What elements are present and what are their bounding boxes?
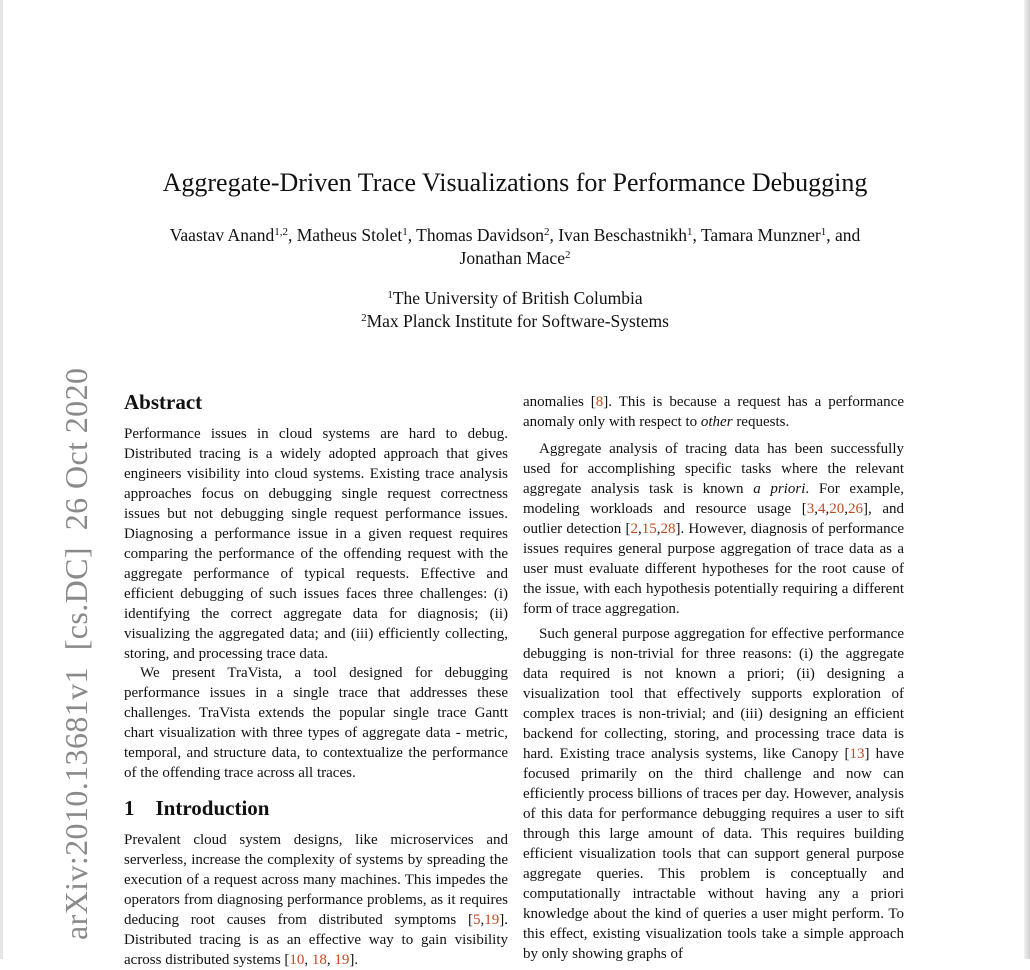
abstract-heading: Abstract xyxy=(124,390,203,414)
author-name: Thomas Davidson xyxy=(416,225,544,245)
author-name: Ivan Beschastnikh xyxy=(558,225,688,245)
author-conjunction: and xyxy=(834,225,861,245)
citation-link[interactable]: 26 xyxy=(848,501,863,517)
affiliation-marker: 1,2 xyxy=(274,226,288,238)
section-title: Introduction xyxy=(155,796,270,820)
paper-title: Aggregate-Driven Trace Visualizations for Performance Debugging xyxy=(162,168,868,197)
citation-link[interactable]: 18 xyxy=(311,952,327,968)
right-paragraph-2: Aggregate analysis of tracing data has been successfully used for accomplishing specific tasks where the relevant aggregate analysis task is known a priori. For example, modeling workloads and resource usage [3,4,20,26], and outlier detection [2,15,28]. However, diagnosis of performance issues requires general purpose aggregation of trace data as a user must evaluate different hypotheses for the root cause of the issue, with each hypothesis potentially requiring a different form of trace aggregation. xyxy=(523,441,904,617)
emphasis: other xyxy=(700,414,733,430)
author-name: Matheus Stolet xyxy=(296,225,403,245)
page-edge-left xyxy=(0,0,3,959)
author-name: Tamara Munzner xyxy=(700,225,821,245)
citation-link[interactable]: 19 xyxy=(484,912,500,928)
citation-link[interactable]: 19 xyxy=(334,952,350,968)
author-name: Jonathan Mace xyxy=(459,248,565,268)
citation-link[interactable]: 8 xyxy=(595,394,604,410)
affiliation-marker: 1 xyxy=(387,289,393,301)
citation-link[interactable]: 15 xyxy=(641,521,657,537)
affiliation-marker: 1 xyxy=(820,226,827,238)
citation-link[interactable]: 28 xyxy=(660,521,676,537)
page-edge-right xyxy=(1024,0,1030,959)
author-list: Vaastav Anand$^{1,2}$, Matheus Stolet$^1$, Thomas Davidson$^2$, Ivan Beschastnikh$^1$, Tamara Munzner$^1$, and Jonathan Mace$^2$ xyxy=(169,225,861,268)
affiliation-marker: 1 xyxy=(687,226,693,238)
right-paragraph-3: Such general purpose aggregation for effective performance debugging is non-trivial for three reasons: (i) the aggregate data required is not known a priori; (ii) designing a visualization tool that effectively supports exploration of complex traces is non-trivial; and (iii) designing an efficient backend for collecting, storing, and processing trace data is hard. Existing trace analysis systems, like Canopy [13] have focused primarily on the third challenge and now can efficiently process billions of traces per day. However, analysis of this data for performance debugging requires a user to sift through this large amount of data. This requires building efficient visualization tools that can support general purpose aggregate queries. This problem is conceptually and computationally intractable without having any a priori knowledge about the kind of queries a user might perform. To this effect, existing visualization tools take a simple approach by only showing graphs of xyxy=(523,626,905,962)
section-heading-introduction xyxy=(124,796,269,821)
affiliation-list xyxy=(0,287,1030,333)
citation-link[interactable]: 5 xyxy=(473,912,481,928)
section-number: 1 xyxy=(124,796,135,820)
affiliation-1: $^1$The University of British Columbia xyxy=(387,288,643,308)
abstract-paragraph-2: We present TraVista, a tool designed for debugging performance issues in a single trace that addresses these challenges. TraVista extends the popular single trace Gantt chart visualization with three types of aggregate data - metric, temporal, and structure data, to contextualize the performance of the offending trace across all traces. xyxy=(124,665,508,781)
affiliation-marker: 1 xyxy=(402,226,408,238)
affiliation-marker: 2 xyxy=(543,226,550,238)
emphasis: a priori xyxy=(753,481,806,497)
affiliation-marker: 2 xyxy=(361,312,367,324)
citation-link[interactable]: 20 xyxy=(829,501,845,517)
affiliation-marker: 2 xyxy=(564,249,571,261)
affiliation-2: $^2$Max Planck Institute for Software-Systems xyxy=(361,311,669,331)
citation-link[interactable]: 13 xyxy=(849,746,865,762)
citation-link[interactable]: 3 xyxy=(806,501,815,517)
citation-link[interactable]: 10 xyxy=(289,952,305,968)
abstract-paragraph-1: Performance issues in cloud systems are hard to debug. Distributed tracing is a widely adopted approach that gives engineers visibility into cloud systems. Existing trace analysis approaches focus on debugging single request correctness issues but not debugging single request performance issues. Diagnosing a performance issue in a given request requires comparing the performance of the offending request with the aggregate performance of typical requests. Effective and efficient debugging of such issues faces three challenges: (i) identifying the correct aggregate data for diagnosis; (ii) visualizing the aggregated data; and (iii) efficiently collecting, storing, and processing trace data. xyxy=(124,426,508,662)
right-paragraph-1: anomalies [8]. This is because a request has a performance anomaly only with respect to other requests. xyxy=(523,394,905,430)
author-name: Vaastav Anand xyxy=(169,225,275,245)
citation-link[interactable]: 4 xyxy=(818,501,826,517)
arxiv-identifier: arXiv:2010.13681v1 [cs.DC] 26 Oct 2020 xyxy=(58,367,94,940)
intro-paragraph-1: Prevalent cloud system designs, like microservices and serverless, increase the complexity of systems by spreading the execution of a request across many machines. This impedes the operators from diagnosing performance problems, as it requires deducing root causes from distributed symptoms [5,19]. Distributed tracing is as an effective way to gain visibility across distributed systems [10, 18, 19]. xyxy=(124,832,508,968)
citation-link[interactable]: 2 xyxy=(630,521,638,537)
